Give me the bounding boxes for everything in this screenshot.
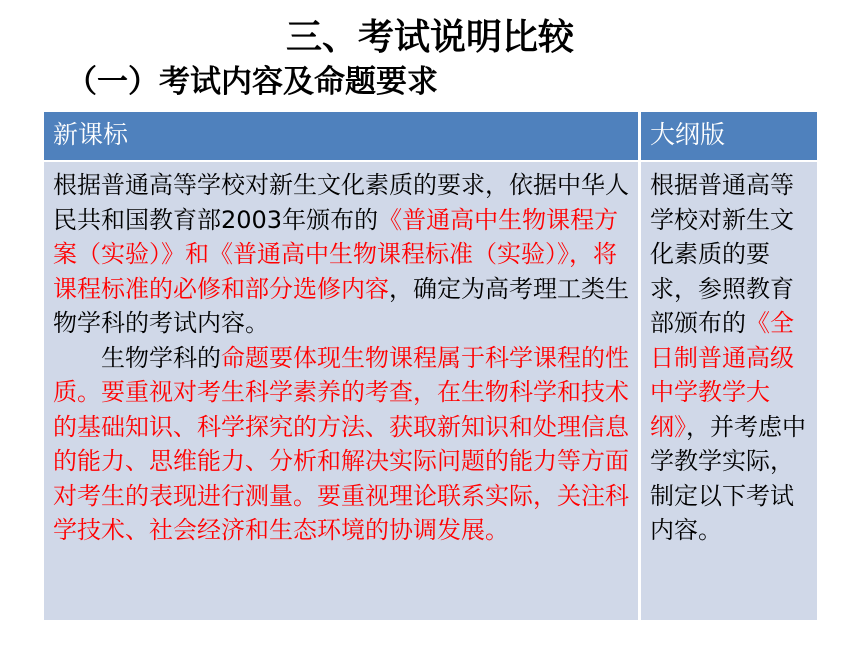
new-standard-cell bbox=[44, 162, 638, 620]
syllabus-highlight: 《全日制普通高级中学教学大纲》 bbox=[650, 309, 794, 441]
header-syllabus: 大纲版 bbox=[641, 112, 817, 160]
new-standard-paragraph-1 bbox=[53, 168, 633, 341]
new-standard-paragraph-2 bbox=[53, 341, 633, 548]
syllabus-paragraph bbox=[650, 168, 813, 548]
syllabus-text-c: ，并考虑中学教学实际，制定以下考试内容。 bbox=[650, 412, 806, 544]
syllabus-text-a: 根据普通高等学校对新生文化素质的要求，参照教育部颁布的 bbox=[650, 171, 794, 337]
p1-text-c: ，确定为高考理工类生物学科的考试内容。 bbox=[53, 274, 629, 337]
section-subtitle: （一）考试内容及命题要求 bbox=[66, 64, 438, 100]
header-new-standard: 新课标 bbox=[44, 112, 638, 160]
p2-text-a: 生物学科的 bbox=[101, 343, 221, 372]
p1-highlight: 《普通高中生物课程方案（实验）》和《普通高中生物课程标准（实验）》，将课程标准的必修和部分选修内容 bbox=[53, 205, 619, 303]
slide-title: 三、考试说明比较 bbox=[285, 17, 574, 58]
comparison-table bbox=[44, 112, 817, 620]
syllabus-cell bbox=[641, 162, 817, 620]
p1-text-a: 根据普通高等学校对新生文化素质的要求，依据中华人民共和国教育部2003年颁布的 bbox=[53, 171, 629, 234]
p2-highlight: 命题要体现生物课程属于科学课程的性质。要重视对考生科学素养的考查，在生物科学和技术的基础知识、科学探究的方法、获取新知识和处理信息的能力、思维能力、分析和解决实际问题的能力等方面对考生的表现进行测量。要重视理论联系实际，关注科学技术、社会经济和生态环境的协调发展。 bbox=[53, 343, 629, 544]
